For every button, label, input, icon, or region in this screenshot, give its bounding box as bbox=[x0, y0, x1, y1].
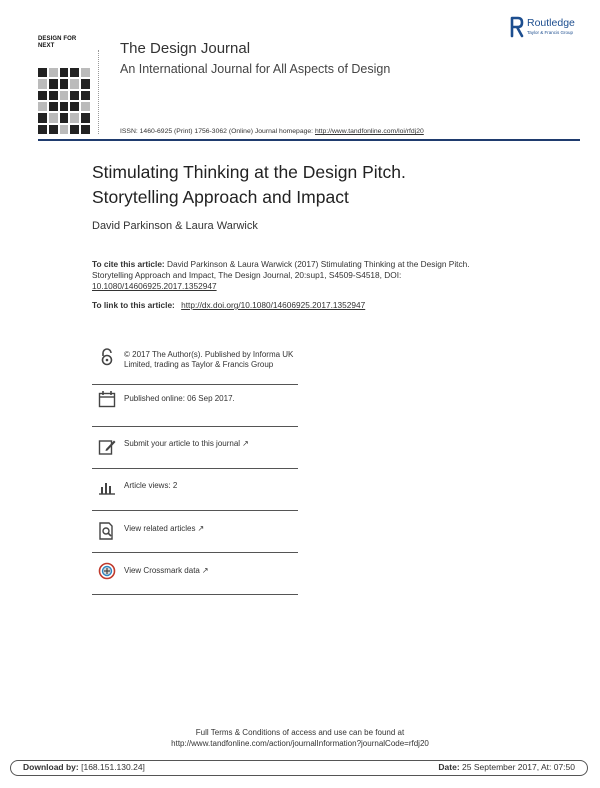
journal-subtitle: An International Journal for All Aspects of Design bbox=[120, 62, 391, 76]
citation-block bbox=[92, 259, 512, 291]
article-title bbox=[92, 160, 532, 210]
cover-side-dots bbox=[98, 50, 107, 134]
article-link-line bbox=[92, 300, 365, 310]
crossmark-link[interactable] bbox=[124, 566, 296, 576]
external-link-icon: ↗ bbox=[201, 566, 209, 575]
cite-doi-link[interactable]: 10.1080/14606925.2017.1352947 bbox=[92, 280, 217, 291]
download-info-bar bbox=[10, 760, 588, 776]
terms-notice bbox=[0, 728, 600, 749]
search-document-icon bbox=[98, 522, 116, 540]
article-title-line2: Storytelling Approach and Impact bbox=[92, 187, 349, 207]
article-authors: David Parkinson & Laura Warwick bbox=[92, 220, 258, 232]
issn-line bbox=[120, 128, 424, 135]
crossmark-row[interactable] bbox=[92, 552, 298, 595]
views-row bbox=[92, 468, 298, 511]
publisher-tagline: Taylor & Francis Group bbox=[527, 30, 574, 35]
downloaded-by bbox=[23, 762, 145, 772]
copyright-text: © 2017 The Author(s). Published by Informa UK Limited, trading as Taylor & Francis Group bbox=[124, 350, 294, 369]
open-access-lock-icon bbox=[98, 348, 116, 366]
published-row bbox=[92, 384, 298, 427]
crossmark-icon bbox=[98, 562, 116, 580]
header-divider bbox=[38, 139, 580, 141]
bar-chart-icon bbox=[98, 478, 116, 496]
cite-text: David Parkinson & Laura Warwick (2017) Stimulating Thinking at the Design Pitch. Storytelling Approach and Impact, The Design Journal, 20:sup1, S4509-S4518, DOI: bbox=[92, 259, 470, 280]
edit-pencil-icon bbox=[98, 438, 116, 456]
published-date-text: Published online: 06 Sep 2017. bbox=[124, 394, 235, 403]
article-doi-link[interactable]: http://dx.doi.org/10.1080/14606925.2017.1352947 bbox=[181, 300, 366, 310]
link-label: To link to this article: bbox=[92, 300, 175, 310]
submit-text[interactable]: Submit your article to this journal bbox=[124, 439, 241, 448]
copyright-row bbox=[92, 342, 298, 385]
related-row[interactable] bbox=[92, 510, 298, 553]
crossmark-text[interactable]: View Crossmark data bbox=[124, 566, 200, 575]
cover-title: DESIGN FOR NEXT bbox=[38, 36, 77, 49]
publisher-name: Routledge bbox=[527, 17, 575, 29]
downloaded-label: Download by: bbox=[23, 762, 79, 772]
journal-title: The Design Journal bbox=[120, 40, 251, 57]
journal-homepage-link[interactable]: http://www.tandfonline.com/loi/rfdj20 bbox=[314, 128, 424, 135]
issn-text: ISSN: 1460-6925 (Print) 1756-3062 (Online) Journal homepage: bbox=[120, 128, 314, 135]
cite-label: To cite this article: bbox=[92, 259, 165, 269]
article-title-line1: Stimulating Thinking at the Design Pitch. bbox=[92, 162, 406, 182]
submit-row[interactable] bbox=[92, 426, 298, 469]
terms-url[interactable]: http://www.tandfonline.com/action/journalInformation?journalCode=rfdj20 bbox=[171, 738, 429, 748]
views-text: Article views: 2 bbox=[124, 481, 178, 490]
related-text[interactable]: View related articles bbox=[124, 524, 196, 533]
journal-cover-thumbnail bbox=[38, 36, 92, 136]
downloaded-ip: [168.151.130.24] bbox=[81, 762, 145, 772]
external-link-icon: ↗ bbox=[242, 439, 249, 448]
terms-line1: Full Terms & Conditions of access and use can be found at bbox=[195, 728, 405, 737]
routledge-r-icon bbox=[510, 16, 524, 38]
related-link[interactable] bbox=[124, 524, 296, 534]
calendar-icon bbox=[98, 390, 116, 408]
download-date bbox=[438, 762, 575, 772]
external-link-icon: ↗ bbox=[197, 524, 205, 533]
date-label: Date: bbox=[438, 762, 460, 772]
submit-link[interactable] bbox=[124, 439, 296, 449]
cover-grid-pattern bbox=[38, 68, 90, 134]
date-value: 25 September 2017, At: 07:50 bbox=[462, 762, 575, 772]
